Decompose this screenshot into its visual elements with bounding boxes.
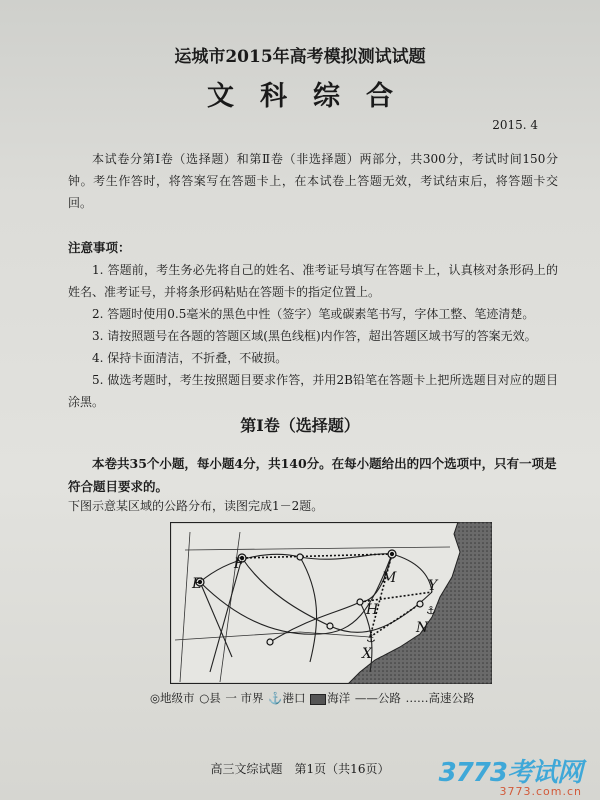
page-footer: 高三文综试题 第1页（共16页）	[210, 762, 390, 776]
map-label: N	[416, 620, 429, 636]
legend-port: ⚓港口	[268, 691, 306, 705]
note-item: 1. 答题前，考生务必先将自己的姓名、准考证号填写在答题卡上，认真核对条形码上的姓名、准考证号，并将条形码粘贴在答题卡的指定位置上。	[68, 263, 558, 299]
legend-boundary: 一 市界	[225, 691, 264, 705]
legend-road: ——公路	[354, 691, 401, 705]
map-label: X	[362, 646, 372, 662]
subject-title: 文科综合	[207, 81, 419, 112]
map-label: Y	[428, 578, 438, 594]
note-item: 4. 保持卡面清洁，不折叠，不破损。	[92, 351, 288, 365]
map-label: E	[192, 576, 203, 592]
legend-county: ○县	[199, 691, 221, 705]
section-title: 第Ⅰ卷（选择题）	[240, 416, 360, 435]
note-item: 3. 请按照题号在各题的答题区域(黑色线框)内作答，超出答题区域书写的答案无效。	[92, 329, 537, 343]
map-label: M	[382, 570, 397, 586]
road-map	[170, 522, 492, 684]
notes-heading: 注意事项：	[68, 240, 131, 255]
watermark-url: 3773.com.cn	[499, 785, 582, 798]
map-label: F	[234, 556, 244, 572]
watermark	[439, 752, 582, 798]
intro-paragraph: 本试卷分第Ⅰ卷（选择题）和第Ⅱ卷（非选择题）两部分，共300分，考试时间150分钟。考生作答时，将答案写在答题卡上，在本试卷上答题无效，考试结束后，将答题卡交回。	[68, 152, 558, 210]
map-caption: 下图示意某区域的公路分布，读图完成1－2题。	[68, 499, 324, 513]
map-legend	[150, 690, 476, 706]
legend-ocean: 海洋	[327, 691, 351, 705]
ocean-swatch-icon	[310, 694, 326, 705]
svg-text:⚓: ⚓	[366, 632, 376, 645]
note-item: 5. 做选考题时，考生按照题目要求作答，并用2B铅笔在答题卡上把所选题目对应的题目涂黑。	[68, 373, 558, 409]
exam-title: 运城市2015年高考模拟测试试题	[174, 47, 426, 67]
legend-highway: ……高速公路	[405, 691, 475, 705]
section-description: 本卷共35个小题，每小题4分，共140分。在每小题给出的四个选项中，只有一项是符合题目要求的。	[68, 456, 557, 494]
svg-text:⚓: ⚓	[426, 604, 436, 617]
legend-city: ◎地级市	[150, 691, 195, 705]
exam-date: 2015. 4	[492, 118, 538, 132]
note-item: 2. 答题时使用0.5毫米的黑色中性（签字）笔或碳素笔书写，字体工整、笔迹清楚。	[92, 307, 535, 321]
map-label: H	[366, 602, 379, 618]
watermark-logo: 3773考试网	[438, 758, 582, 788]
